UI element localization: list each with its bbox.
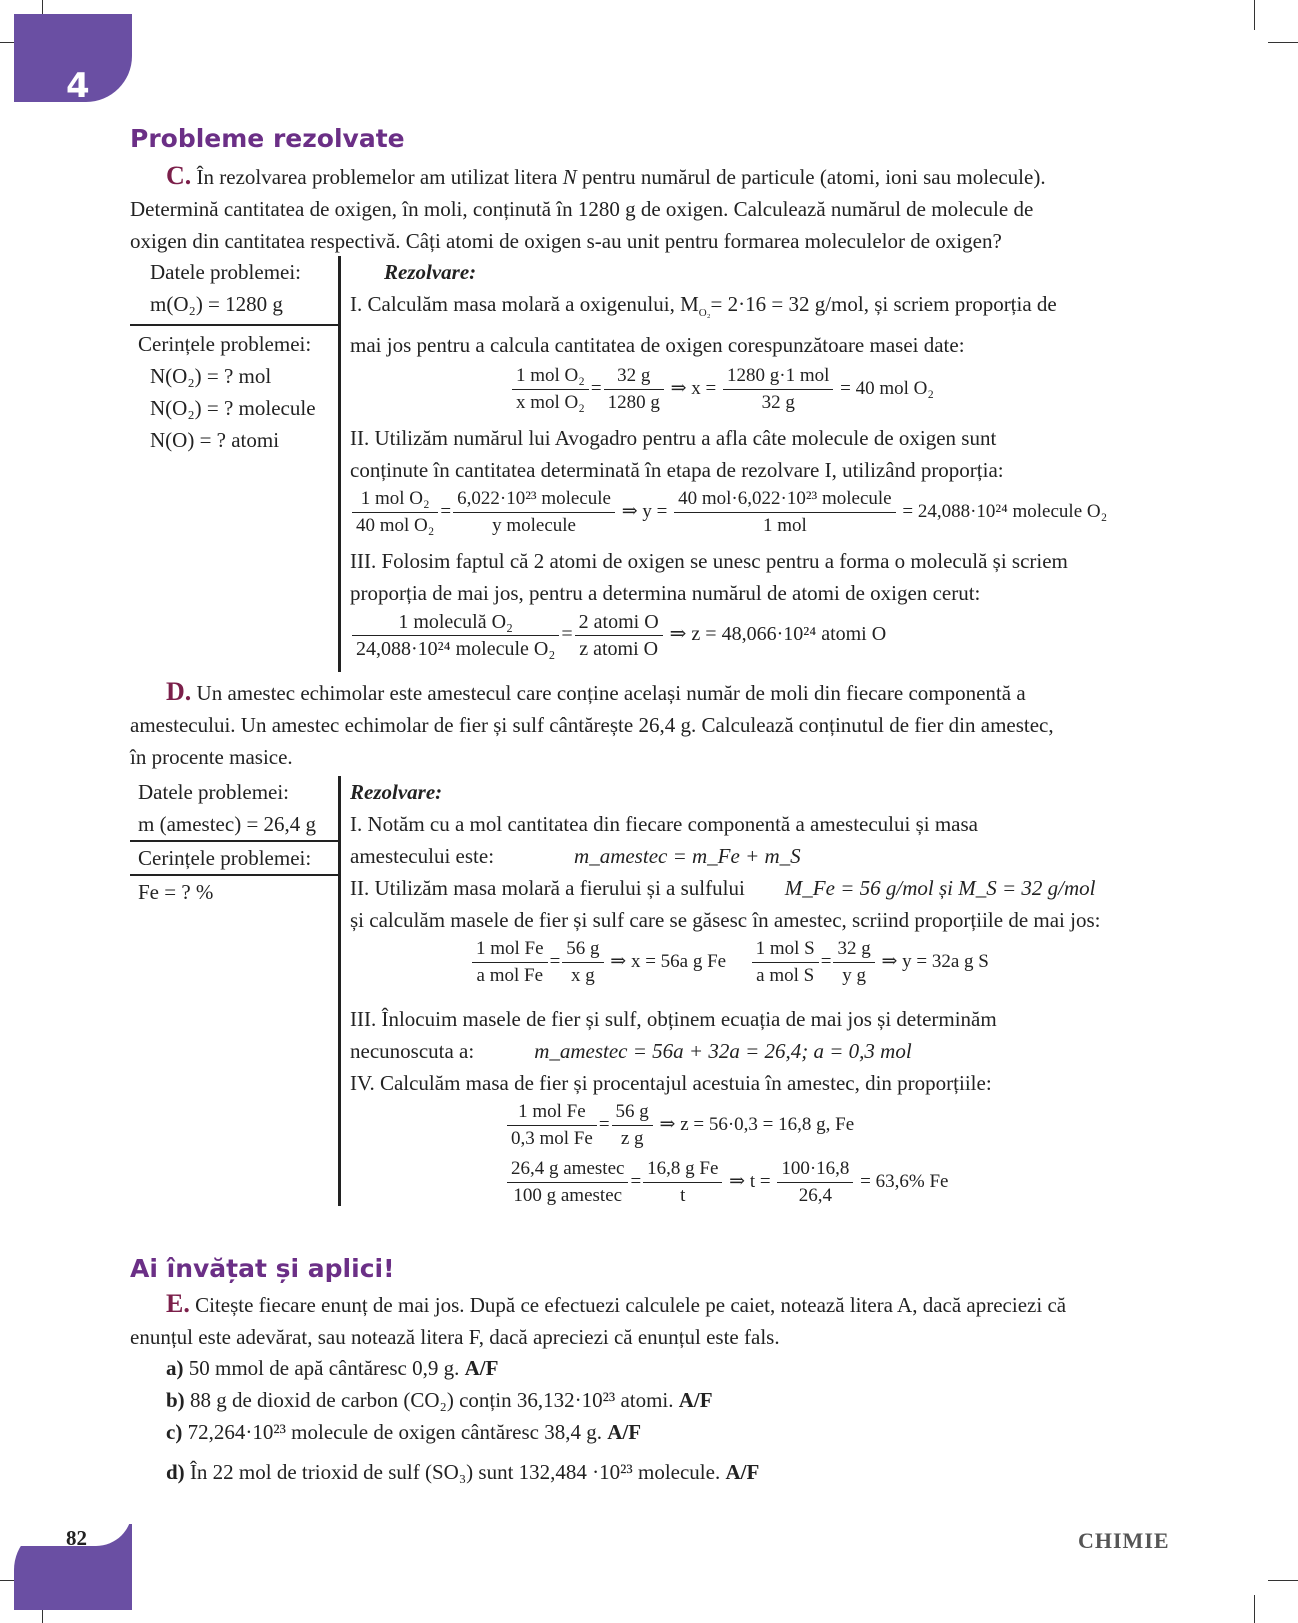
list-item [166,1352,1166,1384]
eq2-num1: 1 mol O₂ [352,486,438,513]
requirement-1: Fe = ? % [138,880,214,904]
list-item [166,1384,1166,1416]
problem-e-text-2: enunțul este adevărat, sau notează litera F, dacă apreciezi că enunțul este fals. [130,1325,780,1349]
problem-c-text-1: În rezolvarea problemelor am utilizat litera [196,165,563,189]
chapter-number: 4 [66,66,90,106]
eqz-den2: z g [620,1128,644,1149]
requirement-2: N(O₂) = ? molecule [150,396,316,420]
eq1-den3: 32 g [761,392,795,414]
equation-t: $\frac{\text{26,4 g amestec}}{\text{100 g amestec}}$ = $\frac{\text{16,8 g Fe}}{t}$ ⇒ t = $\frac{100\cdot 16,8}{26,4}$ = 63,6% Fe [350,1156,1170,1209]
item-text: În 22 mol de trioxid de sulf (SO₃) sunt 132,484 ·10²³ molecule. [189,1460,721,1484]
eqz-num2: 56 g [612,1099,653,1126]
problem-e-text-1: Citește fiecare enunț de mai jos. După ce efectuezi calculele pe caiet, notează litera A, dacă apreciezi că [195,1293,1067,1317]
step-1-sub: O₂ [698,307,711,320]
equation-2: $\frac{\text{1 mol O₂}}{\text{40 mol O₂}}$ = $\frac{\text{6,022·10²³ molecule}}{\text{y molecule}}$ ⇒ y = $\frac{\text{40 mol·6,022·10²³ molecule}}{\text{1 mol}}$ = 24,088·10²⁴ molecule O₂ [350,486,1170,539]
problem-c-solution [350,256,1170,662]
data-value: m (amestec) = 26,4 g [138,812,317,836]
subject-label: CHIMIE [1078,1528,1170,1553]
problem-c-text-2: Determină cantitatea de oxigen, în moli, conținută în 1280 g de oxigen. Calculează numărul de molecule de [130,197,1034,221]
problem-c-text-1b: pentru numărul de particule (atomi, ioni sau molecule). [576,165,1046,189]
step-1-formula: m_amestec = m_Fe + m_S [574,844,801,868]
eq1-den1: x mol O₂ [516,392,585,414]
eq1-num2: 32 g [604,363,664,390]
eq2-den2: y molecule [492,515,576,537]
problem-e-items [166,1352,1166,1488]
problem-d-text-2: amestecului. Un amestec echimolar de fier și sulf cântărește 26,4 g. Calculează conținutul de fier din amestec, [130,713,1054,737]
problem-d-text-3: în procente masice. [130,745,293,769]
step-4-text: IV. Calculăm masa de fier și procentajul acestuia în amestec, din proporțiile: [350,1071,992,1095]
equation-z: $\frac{\text{1 mol Fe}}{\text{0,3 mol Fe}}$ = $\frac{56 g}{\text{z g}}$ ⇒ z = 56·0,3 = 16,8 g, Fe [350,1099,1170,1152]
crop-mark [1254,1595,1255,1623]
equation-1: $\frac{\text{1 mol O₂}}{\text{x mol O₂}}$ = $\frac{32 g}{1280 g}$ ⇒ x = $\frac{\text{1280 g·1 mol}}{32 g}$ = 40 mol O₂ [350,363,1170,416]
eq1-num1: 1 mol O₂ [512,363,589,390]
problem-c-statement [130,160,1170,257]
step-3-text: III. Înlocuim masele de fier și sulf, obținem ecuația de mai jos și determinăm [350,1007,997,1031]
chapter-tab [14,14,132,106]
section-title-aplici: Ai învățat și aplici! [130,1254,395,1283]
eqt-den3: 26,4 [798,1185,832,1206]
eqfe-num2: 56 g [562,936,603,963]
requirements-label: Cerințele problemei: [138,846,312,870]
step-2-text-2: și calculăm masele de fier și sulf care se găsesc în amestec, scriind proporțiile de mai jos: [350,908,1101,932]
requirements-label: Cerințele problemei: [138,332,312,356]
eqt-num2: 16,8 g Fe [643,1156,722,1183]
eq1-num3: 1280 g·1 mol [723,363,833,390]
requirement-1: N(O₂) = ? mol [150,364,272,388]
divider [130,324,340,326]
step-2-text: II. Utilizăm masa molară a fierului și a sulfului [350,876,745,900]
eq1-result: = 40 mol O₂ [840,378,935,400]
item-text: 88 g de dioxid de carbon (CO₂) conțin 36,132·10²³ atomi. [189,1388,674,1412]
item-label: a) [166,1356,184,1380]
step-3-formula: m_amestec = 56a + 32a = 26,4; a = 0,3 mol [534,1039,912,1063]
requirement-3: N(O) = ? atomi [150,428,280,452]
item-label: b) [166,1388,185,1412]
eqz-num1: 1 mol Fe [507,1099,597,1126]
eqt-arrow: ⇒ t = [729,1170,771,1192]
item-text: 50 mmol de apă cântăresc 0,9 g. [188,1356,460,1380]
eq3-arrow: ⇒ [669,623,687,646]
step-1-text-end: = 2·16 = 32 g/mol, și scriem proporția de [710,292,1057,316]
eqfe-result: ⇒ x = 56a g Fe [610,950,727,972]
eqs-den2: y g [842,965,866,986]
eqt-num1: 26,4 g amestec [507,1156,628,1183]
eqt-result: = 63,6% Fe [860,1170,949,1192]
crop-mark [1268,1580,1298,1581]
equation-fe-s: $\frac{\text{1 mol Fe}}{\text{a mol Fe}}$ = $\frac{56 g}{\text{x g}}$ ⇒ x = 56a g Fe $\frac{\text{1 mol S}}{\text{a mol S}}$ = $\frac{32 g}{\text{y g}}$ ⇒ y = 32a g S [350,936,1170,989]
step-3-text-2: necunoscuta a: [350,1039,475,1063]
true-false-mark: A/F [678,1388,713,1412]
eq1-den2: 1280 g [607,392,660,414]
item-label: d) [166,1460,185,1484]
eqs-result: ⇒ y = 32a g S [881,950,989,972]
eqfe-num1: 1 mol Fe [472,936,548,963]
crop-mark [1254,0,1255,30]
step-3-text-2: proporția de mai jos, pentru a determina numărul de atomi de oxigen cerut: [350,581,981,606]
step-2-text: II. Utilizăm numărul lui Avogadro pentru a afla câte molecule de oxigen sunt [350,426,997,451]
problem-c-data-column [130,256,340,456]
step-1-text-2: mai jos pentru a calcula cantitatea de oxigen corespunzătoare masei date: [350,333,965,358]
eq3-num1: 1 moleculă O₂ [352,609,559,636]
step-1-text: I. Notăm cu a mol cantitatea din fiecare componentă a amestecului și masa [350,812,978,836]
eqz-den1: 0,3 mol Fe [511,1128,593,1149]
problem-e-letter: E. [166,1289,190,1318]
eq3-den2: z atomi O [579,638,659,661]
list-item [166,1416,1166,1448]
step-1-text-2: amestecului este: [350,844,495,868]
rezolvare-label: Rezolvare: [350,780,443,804]
eq2-num3: 40 mol·6,022·10²³ molecule [674,486,896,513]
page-number: 82 [66,1526,87,1550]
step-3-text: III. Folosim faptul că 2 atomi de oxigen se unesc pentru a forma o moleculă și scriem [350,549,1068,574]
column-separator [338,256,341,672]
data-label: Datele problemei: [138,780,290,804]
true-false-mark: A/F [607,1420,642,1444]
eq2-num2: 6,022·10²³ molecule [453,486,615,513]
eqfe-den1: a mol Fe [476,965,544,986]
eqz-result: ⇒ z = 56·0,3 = 16,8 g, Fe [659,1113,855,1135]
var-n: N [562,165,577,189]
eqfe-den2: x g [571,965,595,986]
problem-d-data-column [130,776,340,908]
problem-d-letter: D. [166,677,192,706]
problem-d-text-1: Un amestec echimolar este amestecul care conține același număr de moli din fiecare componentă a [196,681,1026,705]
problem-e-statement [130,1288,1170,1353]
true-false-mark: A/F [464,1356,499,1380]
list-item [166,1456,1166,1488]
eqt-num3: 100·16,8 [777,1156,853,1183]
rezolvare-label: Rezolvare: [384,260,477,284]
step-2-text-2: conținute în cantitatea determinată în etapa de rezolvare I, utilizând proporția: [350,458,1004,483]
true-false-mark: A/F [725,1460,760,1484]
equation-3: $\frac{\text{1 moleculă O₂}}{\text{24,088·10²⁴ molecule O₂}}$ = $\frac{\text{2 atomi O}}{\text{z atomi O}}$ ⇒ z = 48,066·10²⁴ atomi O [350,609,1170,662]
eq2-result: = 24,088·10²⁴ molecule O₂ [902,501,1108,523]
item-label: c) [166,1420,183,1444]
eq2-den1: 40 mol O₂ [356,515,435,537]
eq3-den1: 24,088·10²⁴ molecule O₂ [356,638,556,661]
eq3-result: z = 48,066·10²⁴ atomi O [691,623,887,646]
problem-c-text-3: oxigen din cantitatea respectivă. Câți atomi de oxigen s-au unit pentru formarea moleculelor de oxigen? [130,229,1002,253]
eq1-arrow: ⇒ x = [670,378,717,400]
eq2-den3: 1 mol [762,515,807,537]
crop-mark [1268,42,1298,43]
eq3-num2: 2 atomi O [575,609,663,636]
data-label: Datele problemei: [150,260,302,284]
step-1-text: I. Calculăm masa molară a oxigenului, M [350,292,699,316]
item-text: 72,264·10²³ molecule de oxigen cântăresc 38,4 g. [187,1420,602,1444]
step-2-formula: M_Fe = 56 g/mol și M_S = 32 g/mol [784,876,1096,900]
eqs-den1: a mol S [756,965,815,986]
problem-c-letter: C. [166,161,192,190]
eq2-arrow: ⇒ y = [621,501,668,523]
column-separator [338,776,341,1206]
problem-d-statement [130,676,1170,773]
section-title-rezolvate: Probleme rezolvate [130,124,405,153]
problem-d-solution [350,776,1170,1209]
eqt-den2: t [680,1185,686,1206]
data-value: m(O₂) = 1280 g [150,292,283,316]
eqs-num2: 32 g [833,936,874,963]
eqs-num1: 1 mol S [752,936,819,963]
eqt-den1: 100 g amestec [513,1185,623,1206]
